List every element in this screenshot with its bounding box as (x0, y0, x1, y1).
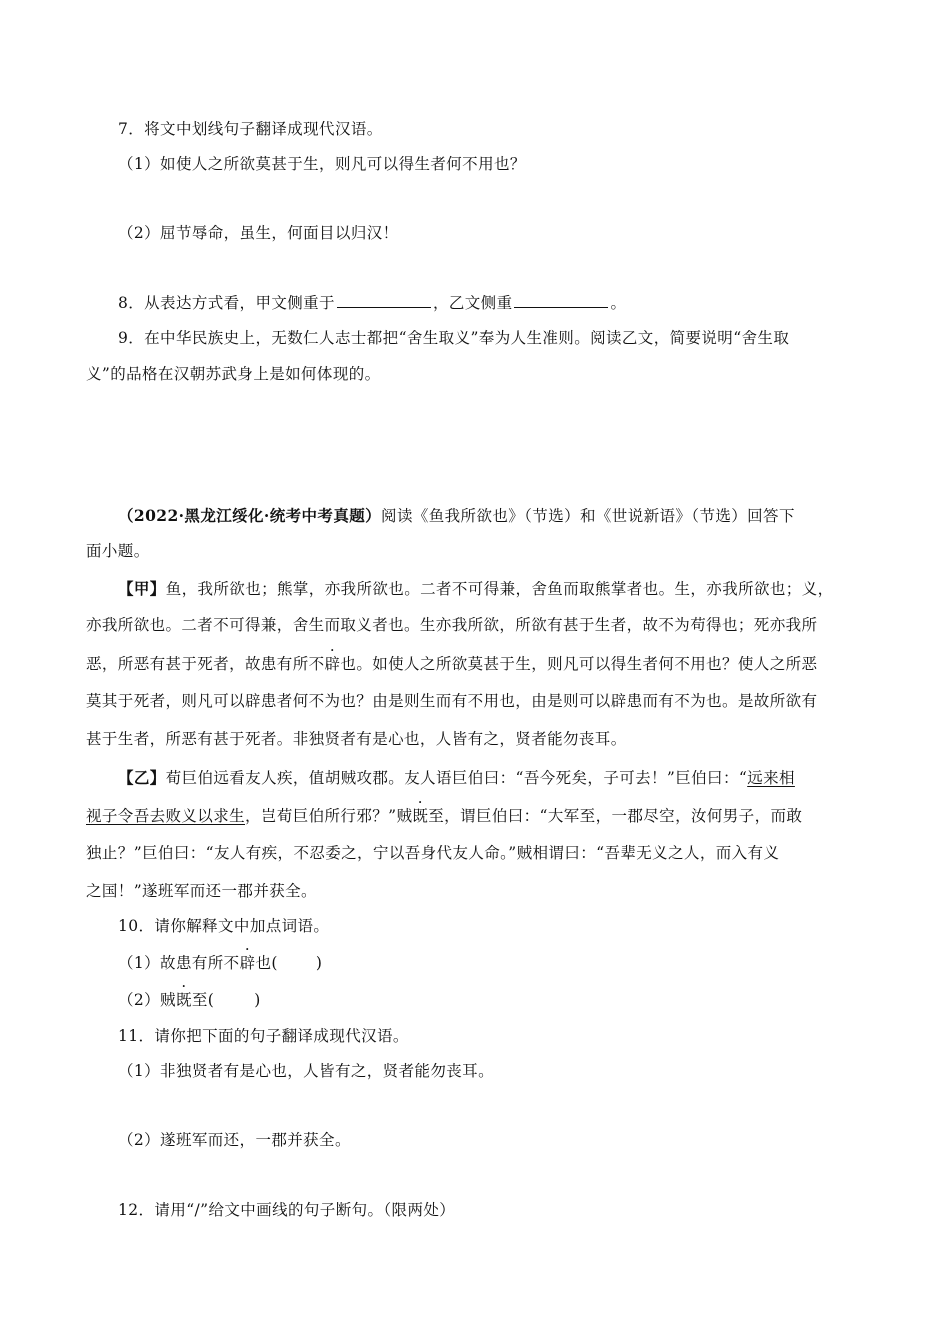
q10-sub2-close: ) (254, 991, 261, 1009)
q10-sub1-close: ) (315, 954, 323, 972)
intro-text: 阅读《鱼我所欲也》（节选）和《世说新语》（节选）回答下 (381, 507, 795, 525)
question-9-line-1: 9．在中华民族史上，无数仁人志士都把“舍生取义”奉为人生准则。阅读乙文，简要说明“舍生取 (118, 329, 790, 347)
yi-text-2a: ，岂荀巨伯所行邪？”贼 (245, 807, 413, 825)
answer-blank-2[interactable] (514, 293, 608, 308)
passage-jia-line-1 (118, 578, 834, 600)
passage-yi-line-3: 独止？”巨伯曰：“友人有疾，不忍委之，宁以吾身代友人命。”贼相谓曰：“吾辈无义之人，而入有义 (86, 844, 780, 862)
question-8-text-3: 。 (610, 294, 627, 312)
passage-jia-line-4: 莫其于死者，则凡可以辟患者何不为也？由是则生而有不用也，由是则可以辟患而有不为也。是故所欲有 (86, 692, 818, 710)
question-12-title: 12．请用“/”给文中画线的句子断句。（限两处） (118, 1201, 456, 1219)
underlined-sentence-part-2: 视子令吾去败义以求生 (86, 807, 246, 825)
question-10-sub-1 (118, 952, 322, 974)
question-11-sub-1: （1）非独贤者有是心也，人皆有之，贤者能勿丧耳。 (118, 1062, 494, 1080)
q10-sub1-text-a: （1）故患有所不 (118, 954, 240, 972)
question-7-sub-2: （2）屈节辱命，虽生，何面目以归汉！ (118, 224, 399, 242)
question-8 (118, 292, 626, 314)
emphasized-char: 辟 (239, 954, 256, 972)
q10-sub2-text-a: （2）贼 (118, 991, 176, 1009)
question-8-text-1: 8．从表达方式看，甲文侧重于 (118, 294, 335, 312)
underlined-sentence-part-1: 远来相 (747, 769, 795, 787)
question-10-sub-2 (118, 989, 261, 1011)
question-10-title: 10．请你解释文中加点词语。 (118, 917, 330, 935)
q10-sub2-text-b: 至( (191, 991, 215, 1009)
emphasized-char: 既 (412, 807, 429, 825)
question-8-text-2: ，乙文侧重 (432, 294, 513, 312)
question-7-sub-1: （1）如使人之所欲莫甚于生，则凡可以得生者何不用也？ (118, 155, 526, 173)
jia-text-3b: 也。如使人之所欲莫甚于生，则凡可以得生者何不用也？使人之所恶 (340, 655, 818, 673)
passage-jia-line-2: 亦我所欲也。二者不可得兼，舍生而取义者也。生亦我所欲，所欲有甚于生者，故不为苟得也；死亦我所 (86, 616, 818, 634)
jia-label: 【甲】 (118, 579, 166, 598)
yi-text-1: 荀巨伯远看友人疾，值胡贼攻郡。友人语巨伯曰：“吾今死矣，子可去！”巨伯曰：“ (165, 769, 748, 787)
question-11-title: 11．请你把下面的句子翻译成现代汉语。 (118, 1027, 409, 1045)
question-9-line-2: 义”的品格在汉朝苏武身上是如何体现的。 (86, 365, 381, 383)
yi-label: 【乙】 (118, 768, 166, 787)
emphasized-char: 辟 (324, 655, 341, 673)
source-label: （2022·黑龙江绥化·统考中考真题） (118, 506, 382, 525)
passage-yi-line-1 (118, 767, 795, 789)
jia-text-1: 鱼，我所欲也；熊掌，亦我所欲也。二者不可得兼，舍鱼而取熊掌者也。生，亦我所欲也；义， (165, 580, 834, 598)
passage-intro (118, 505, 795, 527)
passage-jia-line-3 (86, 653, 864, 675)
passage-yi-line-2 (86, 805, 864, 827)
passage-jia-line-5: 甚于生者，所恶有甚于死者。非独贤者有是心也，人皆有之，贤者能勿丧耳。 (86, 730, 627, 748)
question-11-sub-2: （2）遂班军而还，一郡并获全。 (118, 1131, 351, 1149)
yi-text-2b: 至，谓巨伯曰：“大军至，一郡尽空，汝何男子，而敢 (428, 807, 803, 825)
passage-intro-line-2: 面小题。 (86, 542, 150, 560)
passage-yi-line-4: 之国！”遂班军而还一郡并获全。 (86, 882, 317, 900)
emphasized-char: 既 (175, 991, 192, 1009)
q10-sub1-text-b: 也( (255, 954, 278, 972)
jia-text-3a: 恶，所恶有甚于死者，故患有所不 (86, 655, 325, 673)
answer-blank-1[interactable] (337, 293, 431, 308)
question-7-title: 7．将文中划线句子翻译成现代汉语。 (118, 120, 383, 138)
